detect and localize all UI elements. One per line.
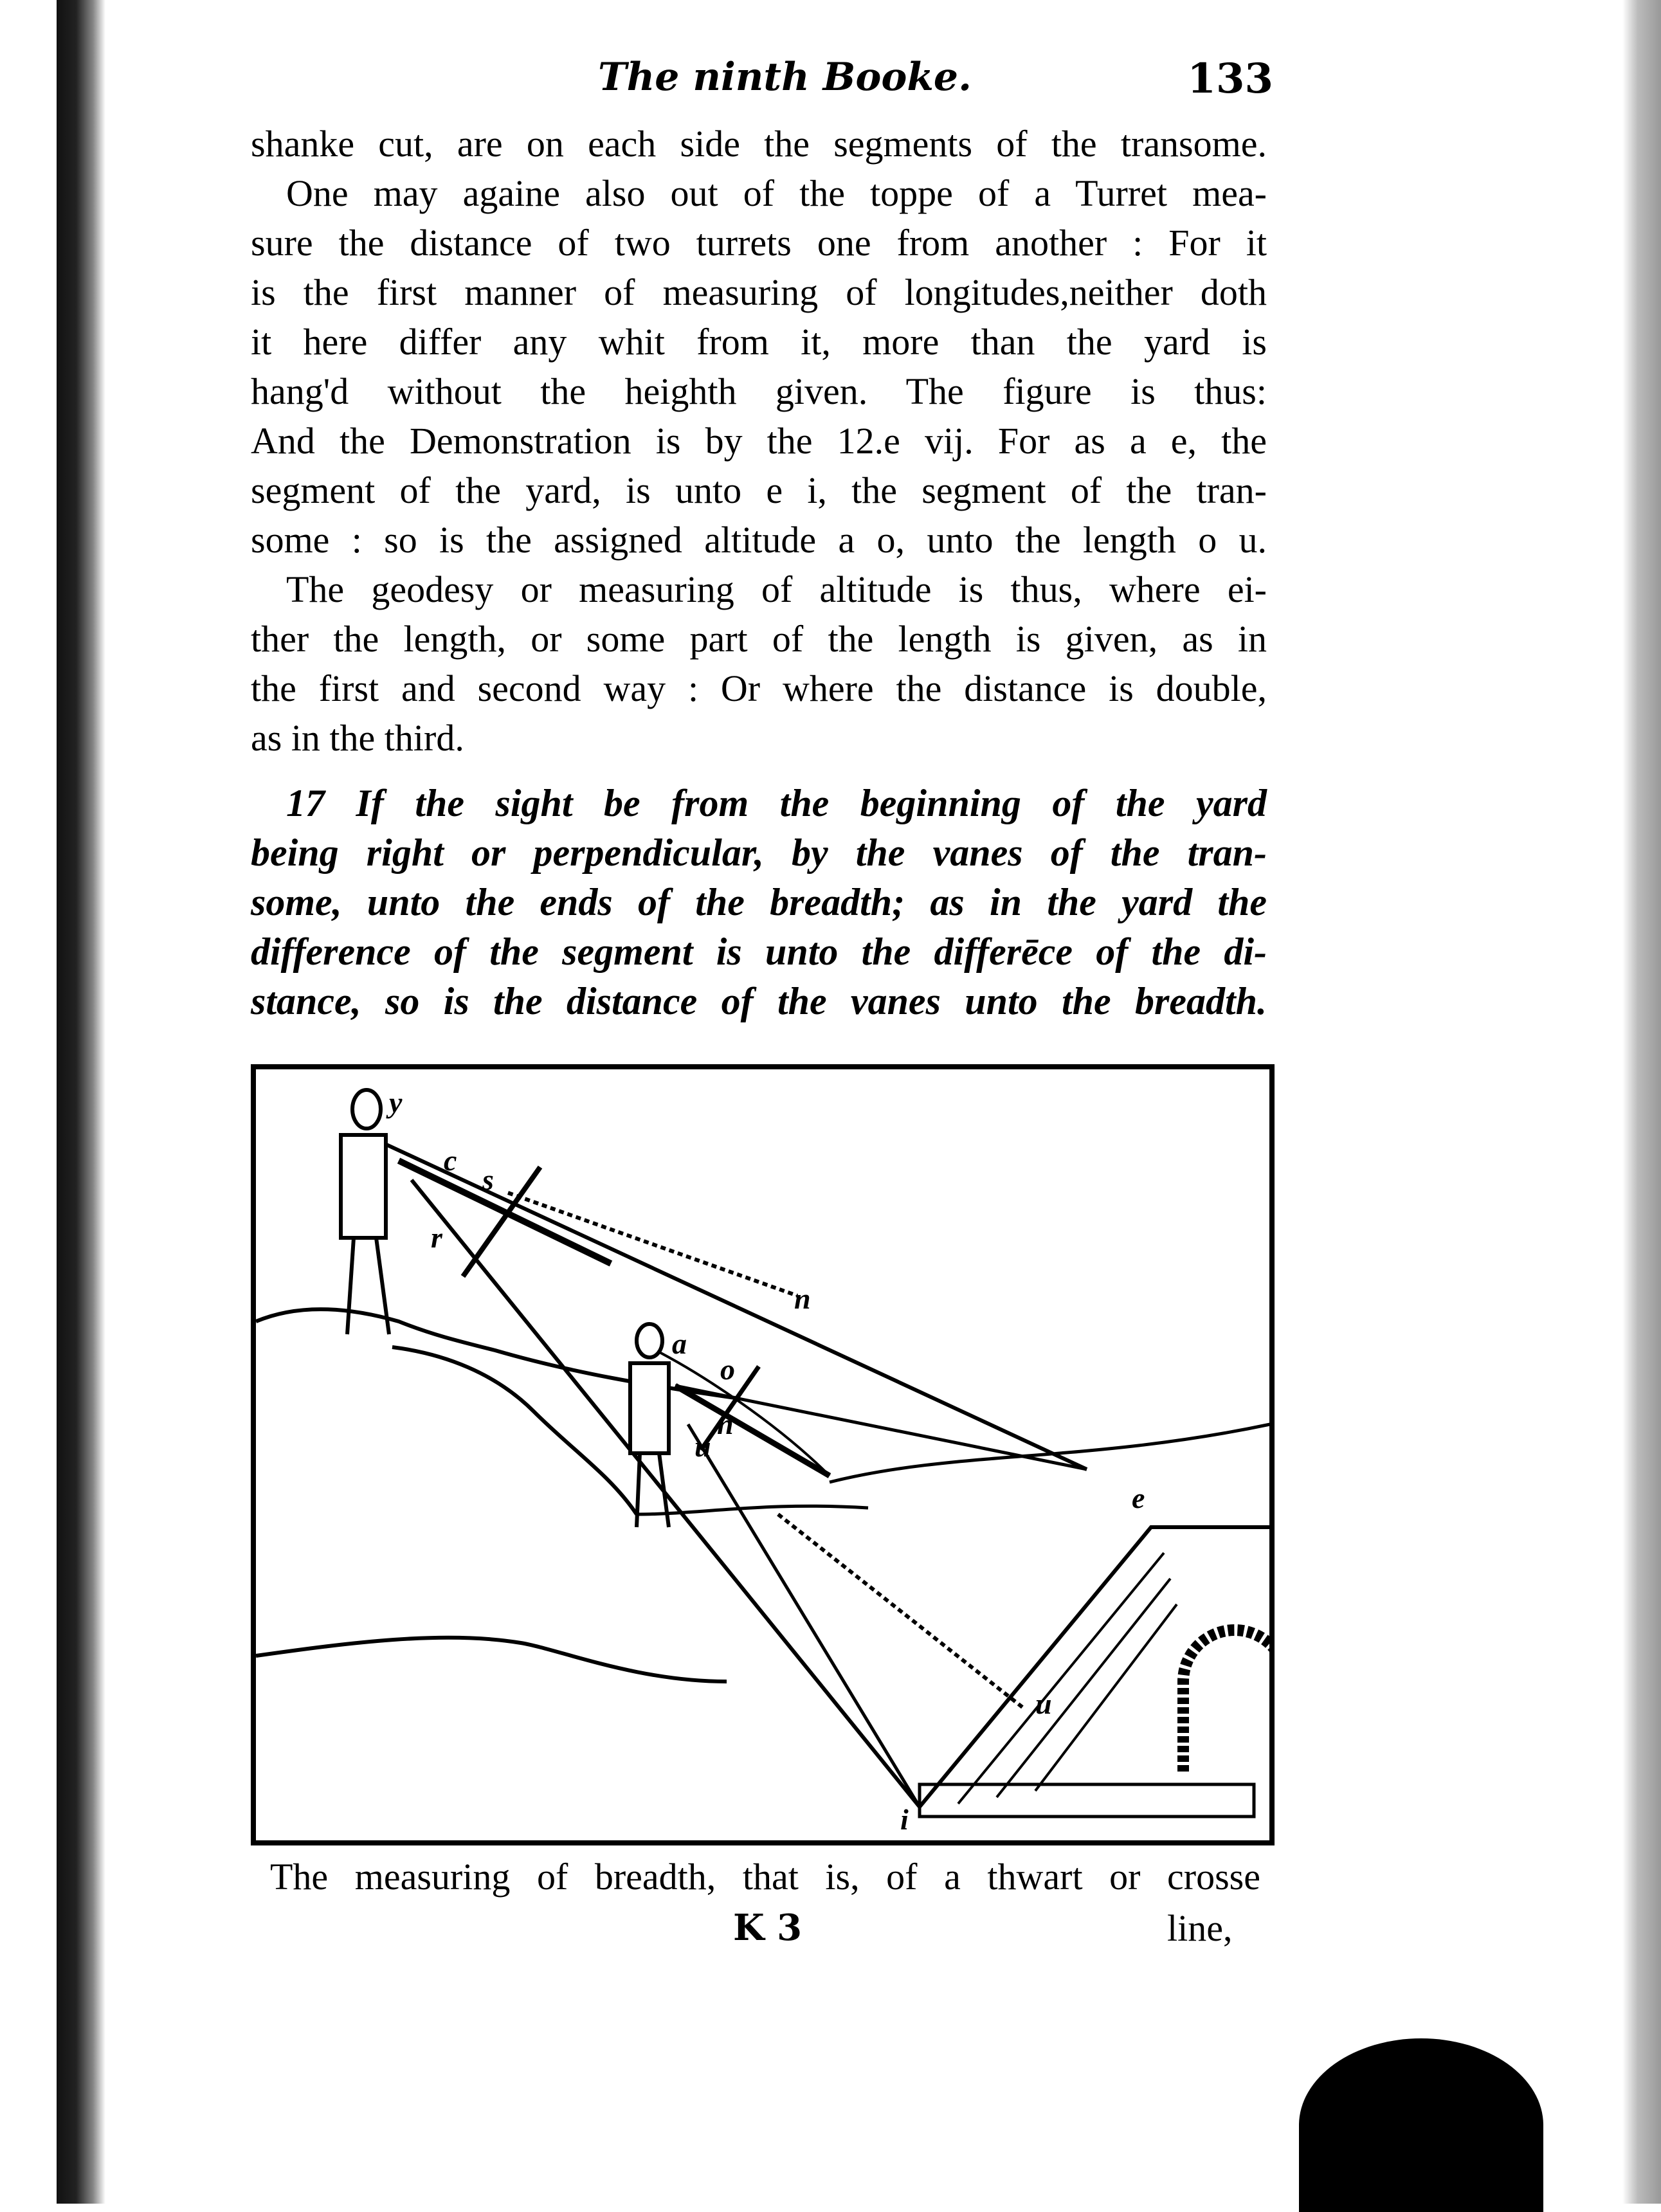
text-line: And the Demonstration is by the 12.e vij. For as a e, the: [251, 420, 1267, 462]
figure-label: n: [794, 1282, 811, 1315]
scan-edge-shadow: [1622, 0, 1661, 2204]
text-line: ther the length, or some part of the length is given, as in: [251, 618, 1267, 660]
figure-label: u: [1035, 1687, 1052, 1720]
text-line: sure the distance of two turrets one from another : For it: [251, 222, 1267, 264]
figure-label: e: [1132, 1482, 1145, 1514]
text-line: it here differ any whit from it, more than the yard is: [251, 321, 1267, 363]
figure-caption: The measuring of breadth, that is, of a thwart or crosse: [270, 1856, 1260, 1898]
ground-line: [256, 1638, 727, 1682]
ground-line: [637, 1506, 868, 1514]
signature-mark: K 3: [733, 1907, 803, 1949]
woodcut-figure: [251, 1064, 1275, 1845]
hill-line: [392, 1347, 637, 1514]
figure-label: y: [389, 1086, 403, 1119]
text-line: some, unto the ends of the breadth; as in the yard the: [251, 881, 1267, 923]
sight-line: [688, 1424, 920, 1807]
scan-artifact: [1299, 2038, 1543, 2212]
running-title: The ninth Booke.: [598, 55, 972, 100]
figure-label: n: [717, 1408, 734, 1440]
figure-label: a: [672, 1327, 687, 1360]
text-line: The geodesy or measuring of altitude is thus, where ei-: [286, 568, 1267, 610]
page-header: [251, 55, 1273, 106]
figure-frame: [253, 1067, 1272, 1843]
text-line: the first and second way : Or where the distance is double,: [251, 667, 1267, 709]
figure-label: r: [431, 1221, 442, 1254]
scan-binding-shadow: [57, 0, 105, 2204]
text-line: hang'd without the heighth given. The figure is thus:: [251, 370, 1267, 412]
text-line: 17 If the sight be from the beginning of the yard: [286, 782, 1267, 824]
figure-label: u: [694, 1430, 711, 1463]
text-line: stance, so is the distance of the vanes unto the breadth.: [251, 980, 1267, 1022]
text-line: some : so is the assigned altitude a o, unto the length o u.: [251, 519, 1267, 561]
proposition-17: [251, 778, 1267, 1026]
page-number: 133: [1187, 55, 1273, 103]
dotted-sight: [508, 1193, 797, 1296]
figure-label: o: [720, 1353, 735, 1386]
text-line: as in the third.: [251, 717, 464, 759]
text-line: is the first manner of measuring of longitudes,neither doth: [251, 271, 1267, 313]
figure-label: s: [482, 1163, 494, 1196]
text-line: difference of the segment is unto the differēce of the di-: [251, 930, 1267, 973]
figure-label: i: [900, 1803, 909, 1836]
arch: [1183, 1630, 1275, 1772]
figure-label: c: [444, 1144, 457, 1177]
text-line: One may againe also out of the toppe of a Turret mea-: [286, 172, 1267, 214]
wall-hatching: [958, 1553, 1177, 1804]
figure-surveyor-upper: [341, 1090, 611, 1334]
catchword: line,: [1167, 1907, 1233, 1949]
body-text: [251, 119, 1267, 763]
text-line: being right or perpendicular, by the vanes of the tran-: [251, 831, 1267, 874]
text-line: segment of the yard, is unto e i, the segment of the tran-: [251, 469, 1267, 511]
text-line: shanke cut, are on each side the segments of the transome.: [251, 123, 1267, 165]
